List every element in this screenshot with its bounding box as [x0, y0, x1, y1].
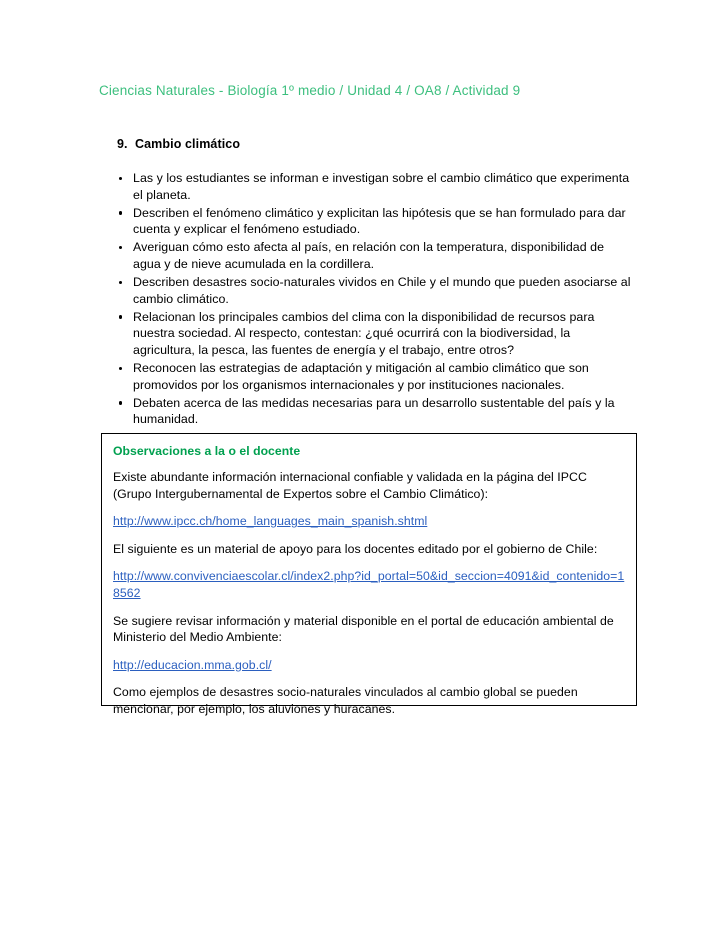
teacher-notes-box: [101, 433, 637, 716]
note-paragraph: Se sugiere revisar información y material disponible en el portal de educación ambiental de Ministerio del Medio Ambiente:: [113, 613, 614, 645]
activity-number: 9.: [117, 137, 128, 151]
breadcrumb: Ciencias Naturales - Biología 1º medio / Unidad 4 / OA8 / Actividad 9: [99, 83, 521, 98]
activity-heading: [117, 136, 240, 152]
list-item: Relacionan los principales cambios del clima con la disponibilidad de recursos para nuestra sociedad. Al respecto, contestan: ¿qué ocurrirá con la biodiversidad, la agricultura, la pesca, las fuentes de energía y el trabajo, entre otros?: [119, 309, 631, 359]
note-paragraph: El siguiente es un material de apoyo para los docentes editado por el gobierno de Chile:: [113, 541, 598, 556]
list-item: Describen el fenómeno climático y explicitan las hipótesis que se han formulado para dar cuenta y explicar el fenómeno estudiado.: [119, 205, 631, 238]
convivencia-escolar-link[interactable]: http://www.convivenciaescolar.cl/index2.php?id_portal=50&id_seccion=4091&id_contenido=18562: [113, 569, 625, 600]
note-paragraph: Como ejemplos de desastres socio-naturales vinculados al cambio global se pueden mencionar, por ejemplo, los aluviones y huracanes.: [113, 685, 578, 716]
list-item: Averiguan cómo esto afecta al país, en relación con la temperatura, disponibilidad de agua y de nieve acumulada en la cordillera.: [119, 239, 631, 272]
list-item: Reconocen las estrategias de adaptación y mitigación al cambio climático que son promovidos por los organismos internacionales y por instituciones nacionales.: [119, 360, 631, 393]
ipcc-link[interactable]: http://www.ipcc.ch/home_languages_main_spanish.shtml: [113, 514, 428, 529]
educacion-mma-link[interactable]: http://educacion.mma.gob.cl/: [113, 657, 272, 672]
list-item: Debaten acerca de las medidas necesarias para un desarrollo sustentable del país y la humanidad.: [119, 395, 631, 428]
list-item: Describen desastres socio-naturales vividos en Chile y el mundo que pueden asociarse al cambio climático.: [119, 274, 631, 307]
list-item: Las y los estudiantes se informan e investigan sobre el cambio climático que experimenta el planeta.: [119, 170, 631, 203]
activity-title: Cambio climático: [135, 137, 241, 151]
teacher-notes-title: Observaciones a la o el docente: [113, 444, 301, 458]
activity-bullet-list: [119, 170, 631, 429]
note-paragraph: Existe abundante información internacional confiable y validada en la página del IPCC (Grupo Intergubernamental de Expertos sobre el Cambio Climático):: [113, 470, 587, 501]
